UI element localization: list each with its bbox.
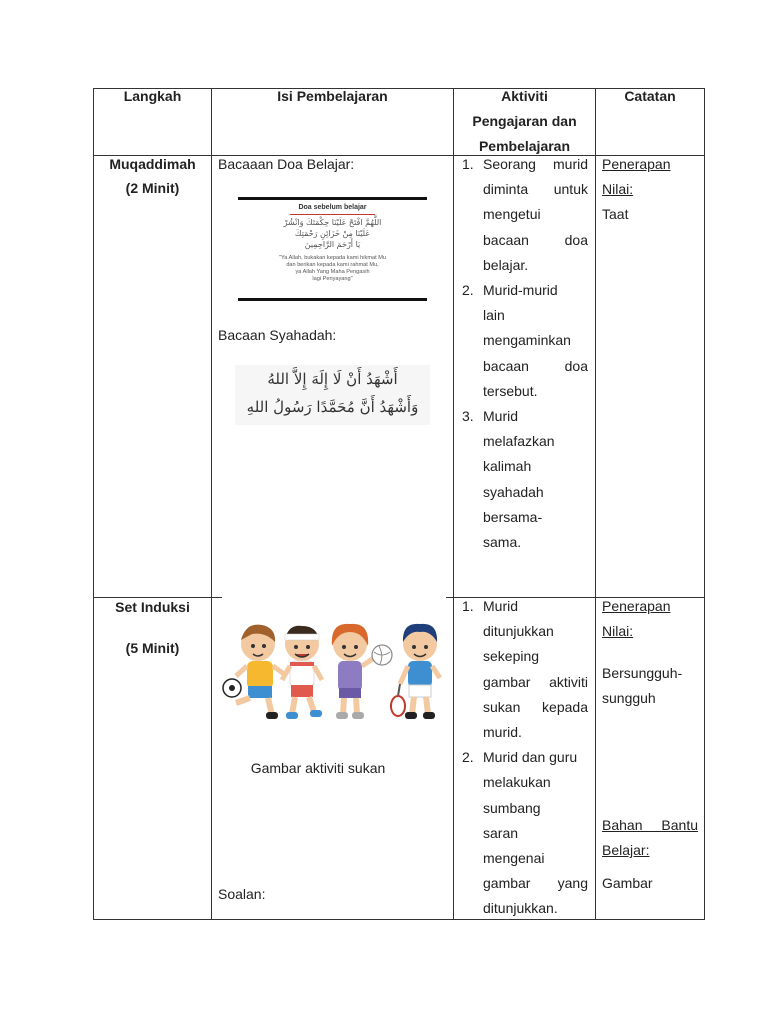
row2-activities: [454, 594, 588, 922]
table-col-divider-3: [595, 88, 596, 920]
table-border-left: [93, 88, 94, 920]
kid-badminton-icon: [391, 624, 440, 719]
activity-number: 2.: [462, 282, 474, 299]
syahadah-label: Bacaan Syahadah:: [218, 327, 337, 343]
table-divider-row1-mid: [212, 597, 222, 598]
activity-line: Murid dan guru: [483, 749, 578, 766]
doa-card-title: Doa sebelum belajar: [298, 204, 367, 211]
sports-kids-svg: [222, 600, 446, 735]
row2-catatan-bahan: [602, 813, 698, 896]
activity-line: gambar aktiviti: [483, 673, 588, 690]
activity-line: saran: [483, 824, 519, 841]
activity-line: bacaan doa: [483, 357, 588, 374]
activity-line: mengenai: [483, 850, 545, 867]
activity-line: sumbang: [483, 799, 541, 816]
table-border-right: [704, 88, 705, 920]
activity-number: 1.: [462, 156, 474, 172]
doa-card-arabic: [242, 217, 423, 250]
doa-label: Bacaaan Doa Belajar:: [218, 156, 355, 172]
activity-line: ditunjukkan.: [483, 900, 558, 917]
kid-headband-icon: [282, 626, 322, 719]
activity-line: ditunjukkan: [483, 623, 554, 640]
activity-line: bacaan doa: [483, 231, 588, 248]
activity-item: [454, 152, 588, 278]
activity-line: melakukan: [483, 774, 551, 791]
doa-card-title-underline: [290, 214, 375, 215]
doa-translation-line: lagi Penyayang": [312, 276, 353, 282]
activity-line: gambar yang: [483, 875, 588, 892]
soalan-label: Soalan:: [218, 886, 266, 902]
activity-line: kalimah: [483, 458, 532, 475]
activity-line: belajar.: [483, 256, 529, 273]
step-name: Set Induksi: [115, 599, 190, 615]
row1-activities: [454, 152, 588, 555]
syahadah-line: أَشْهَدُ أَنْ لَا إِلَهَ إِلاَّ اللهُ: [267, 370, 398, 388]
table-col-divider-1: [211, 88, 212, 920]
activity-line: lain: [483, 307, 505, 324]
doa-arabic-line: عَلَيْنَا مِنْ خَزَائِنِ رَحْمَتِكَ: [294, 229, 371, 238]
row2-catatan-nilai: [602, 594, 698, 711]
activity-line: Murid-murid: [483, 282, 558, 299]
header-aktiviti-line: Aktiviti: [501, 88, 548, 104]
activity-item: [454, 594, 588, 745]
activity-number: 3.: [462, 408, 474, 425]
activity-number: 1.: [462, 598, 474, 614]
sports-kids-image: [222, 600, 446, 735]
activity-line: melafazkan: [483, 433, 555, 450]
header-langkah: Langkah: [123, 88, 182, 104]
nilai-label-line: Nilai:: [602, 623, 634, 639]
step-duration: (2 Minit): [125, 180, 180, 196]
activity-line: bersama-: [483, 508, 543, 525]
activity-line: sukan kepada: [483, 698, 588, 715]
doa-translation-line: ya Allah Yang Maha Pengasih: [295, 269, 370, 275]
activity-item: [454, 404, 588, 555]
bahan-label-line: Bahan Bantu: [602, 817, 698, 833]
step-name: Muqaddimah: [109, 156, 196, 172]
header-catatan: Catatan: [624, 88, 676, 104]
nilai-value-line: sungguh: [602, 690, 656, 706]
doa-translation-line: "Ya Allah, bukakan kepada kami hikmat Mu: [279, 255, 386, 261]
doa-card-translation: [242, 255, 423, 283]
doa-card-bottom-rule: [238, 298, 427, 301]
bahan-label-line: Belajar:: [602, 842, 650, 858]
header-isi-pembelajaran: Isi Pembelajaran: [277, 88, 388, 104]
activity-line: Murid: [483, 408, 519, 425]
syahadah-line: وَأَشْهَدُ أَنَّ مُحَمَّدًا رَسُولُ اللهِ: [246, 398, 419, 416]
nilai-label-line: Nilai:: [602, 181, 634, 197]
header-aktiviti: [454, 84, 595, 159]
header-aktiviti-line: Pengajaran dan: [472, 113, 577, 129]
doa-arabic-line: اللَّهُمَّ افْتَحْ عَلَيْنَا حِكْمَتَكَ وَانْشُرْ: [283, 218, 382, 227]
bahan-value: Gambar: [602, 875, 653, 891]
doa-card-top-rule: [238, 197, 427, 200]
activity-line: mengetui: [483, 206, 541, 223]
doa-card: [238, 197, 427, 303]
row1-step: [94, 154, 211, 198]
activity-item: [454, 745, 588, 921]
step-duration: (5 Minit): [125, 640, 180, 656]
kid-football-icon: [223, 625, 284, 719]
activity-line: syahadah: [483, 483, 544, 500]
syahadah-text: [235, 365, 430, 425]
activity-line: mengaminkan: [483, 332, 571, 349]
activity-number: 2.: [462, 749, 474, 766]
activity-line: sama.: [483, 534, 522, 551]
kid-volleyball-icon: [332, 624, 392, 719]
activity-line: murid.: [483, 724, 522, 741]
nilai-label-line: Penerapan: [602, 156, 671, 172]
activity-line: Seorang murid: [483, 156, 588, 172]
row2-step: [94, 597, 211, 658]
activity-line: diminta untuk: [483, 181, 588, 198]
activity-line: sekeping: [483, 648, 540, 665]
nilai-value: Taat: [602, 206, 629, 222]
activity-line: Murid: [483, 598, 519, 614]
nilai-label-line: Penerapan: [602, 598, 671, 614]
table-border-bottom: [93, 919, 705, 920]
activity-item: [454, 278, 588, 404]
activity-line: tersebut.: [483, 382, 538, 399]
nilai-value-line: Bersungguh-: [602, 665, 683, 681]
header-aktiviti-line: Pembelajaran: [478, 138, 571, 154]
image-caption: Gambar aktiviti sukan: [250, 760, 386, 776]
doa-translation-line: dan berikan kepada kami rahmat Mu,: [286, 262, 379, 268]
doa-arabic-line: يَا أَرْحَمَ الرَّاحِمِينَ: [304, 240, 361, 249]
row1-catatan: [602, 152, 671, 227]
